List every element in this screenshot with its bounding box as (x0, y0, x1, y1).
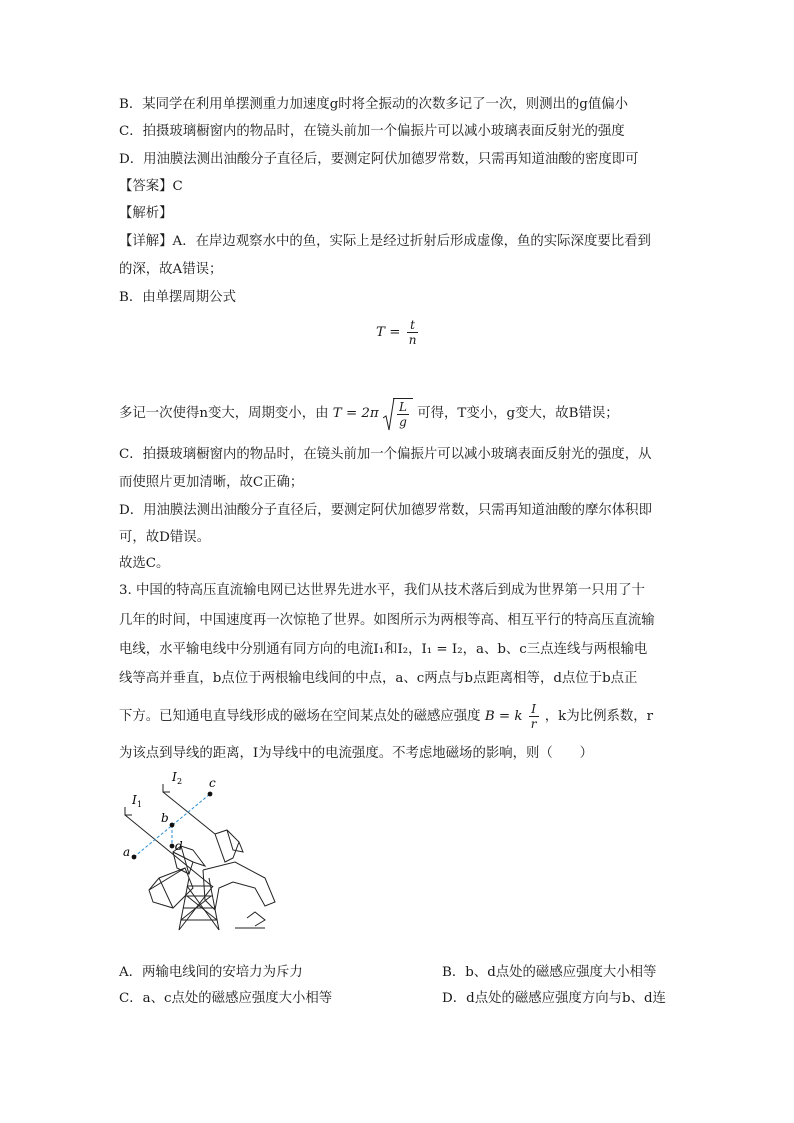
detail-a-line2: 的深，故A错误； (119, 262, 223, 277)
detail-b2-text-pre: 多记一次使得n变大，周期变小，由 (119, 406, 329, 421)
wire-i2 (163, 792, 215, 834)
power-line-figure (115, 770, 285, 935)
field-denominator: r (530, 717, 537, 731)
period-formula (376, 318, 420, 347)
point-d (170, 844, 175, 849)
label-i1: I (132, 793, 137, 807)
label-i1-sub: 1 (137, 800, 143, 809)
point-a (132, 855, 137, 860)
field-formula-lhs: B = k (484, 709, 523, 724)
formula-fraction (407, 318, 419, 347)
wire-i1 (125, 815, 213, 887)
detail-b2-text-post: 可得，T变小，g变大，故B错误； (417, 406, 619, 421)
q3-line6: 为该点到导线的距离，I为导线中的电流强度。不考虑地磁场的影响，则（ ） (119, 746, 593, 761)
detail-d-line1: D．用油膜法测出油酸分子直径后，要测定阿伏加德罗常数，只需再知道油酸的摩尔体积即 (119, 503, 652, 518)
label-a: a (123, 845, 131, 859)
formula-numerator: t (407, 318, 419, 333)
label-i2: I (172, 770, 177, 784)
answer-label: 【答案】C (119, 179, 183, 194)
q3-line5 (119, 702, 653, 731)
prev-option-c: C．拍摄玻璃橱窗内的物品时，在镜头前加一个偏振片可以减小玻璃表面反射光的强度 (119, 124, 625, 139)
label-i2-sub: 2 (177, 777, 183, 786)
q3-line1: 3. 中国的特高压直流输电网已达世界先进水平，我们从技术落后到成为世界第一只用了十 (119, 583, 645, 598)
formula-denominator: n (408, 333, 417, 347)
pendulum-fraction (397, 400, 409, 429)
option-b: B．b、d点处的磁感应强度大小相等 (442, 965, 657, 980)
arrow-i2-icon (163, 784, 170, 792)
sqrt-symbol (383, 398, 413, 429)
detail-b-line2 (119, 398, 619, 429)
q3-line2: 几年的时间，中国速度再一次惊艳了世界。如图所示为两根等高、相互平行的特高压直流输 (119, 613, 655, 628)
option-a: A．两输电线间的安培力为斥力 (119, 965, 303, 980)
label-b: b (161, 811, 169, 825)
label-d: d (175, 839, 183, 853)
analysis-label: 【解析】 (119, 206, 173, 221)
pendulum-numerator: L (399, 400, 407, 414)
choose-line: 故选C。 (119, 556, 170, 571)
prev-option-d: D．用油膜法测出油酸分子直径后，要测定阿伏加德罗常数，只需再知道油酸的密度即可 (119, 152, 639, 167)
label-c: c (209, 776, 216, 790)
detail-b-line1: B．由单摆周期公式 (119, 290, 236, 305)
q3-line3: 电线，水平输电线中分别通有同方向的电流I₁和I₂，I₁ = I₂，a、b、c三点连线与两根输电 (119, 642, 648, 657)
arrow-i1-icon (125, 807, 132, 815)
option-c: C．a、c点处的磁感应强度大小相等 (119, 991, 333, 1006)
pendulum-denominator: g (399, 415, 407, 429)
q3-line5-pre: 下方。已知通电直导线形成的磁场在空间某点处的磁感应强度 (119, 709, 481, 724)
detail-d-line2: 可，故D错误。 (119, 530, 211, 545)
pendulum-formula-lhs: T = 2π (332, 406, 379, 421)
q3-line5-post: ，k为比例系数，r (544, 709, 654, 724)
detail-c-line1: C．拍摄玻璃橱窗内的物品时，在镜头前加一个偏振片可以减小玻璃表面反射光的强度，从 (119, 447, 652, 462)
formula-lhs: T = (376, 325, 401, 340)
option-d: D．d点处的磁感应强度方向与b、d连 (442, 991, 666, 1006)
point-c (208, 792, 213, 797)
point-b (170, 823, 175, 828)
detail-c-line2: 而使照片更加清晰，故C正确； (119, 475, 304, 490)
radical-icon (383, 398, 395, 432)
field-numerator: I (529, 702, 539, 717)
prev-option-b: B．某同学在利用单摆测重力加速度g时将全振动的次数多记了一次，则测出的g值偏小 (119, 97, 629, 112)
detail-a-line1: 【详解】A．在岸边观察水中的鱼，实际上是经过折射后形成虚像，鱼的实际深度要比看到 (119, 234, 651, 249)
field-fraction (529, 702, 539, 731)
q3-line4: 线等高并垂直，b点位于两根输电线间的中点，a、c两点与b点距离相等，d点位于b点正 (119, 671, 638, 686)
